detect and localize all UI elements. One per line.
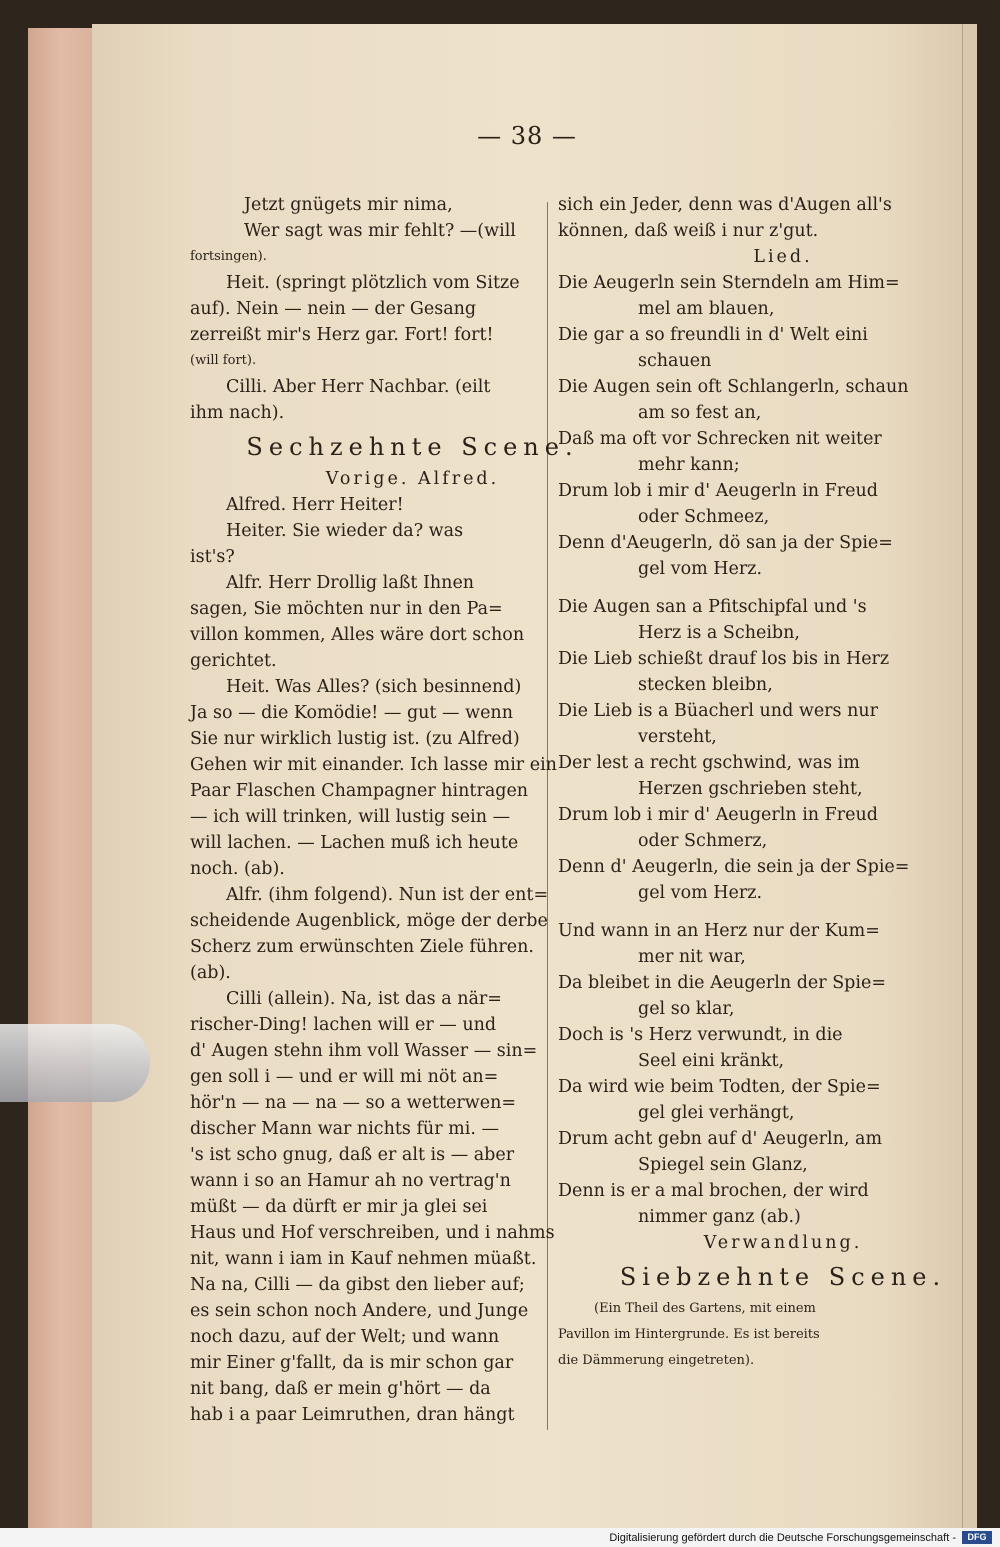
page-clip — [0, 1024, 150, 1102]
text-line: rischer-Ding! lachen will er — und — [190, 1015, 497, 1035]
stanza-gap — [558, 906, 1000, 918]
verse-line: gel vom Herz. — [638, 559, 763, 579]
verse-line: oder Schmeez, — [638, 507, 770, 527]
verse-line: Drum lob i mir d' Aeugerln in Freud — [558, 481, 878, 501]
verse-line: gel glei verhängt, — [638, 1103, 795, 1123]
transformation-heading: Verwandlung. — [703, 1233, 863, 1253]
book-page — [92, 24, 962, 1532]
verse-line: stecken bleibn, — [638, 675, 773, 695]
text-line: auf). Nein — nein — der Gesang — [190, 299, 477, 319]
verse-line: mer nit war, — [638, 947, 746, 967]
verse-line: Die Aeugerln sein Sterndeln am Him= — [558, 273, 900, 293]
text-line: Haus und Hof verschreiben, und i nahms — [190, 1223, 555, 1243]
text-line: Scherz zum erwünschten Ziele führen. — [190, 937, 534, 957]
speaker-line: Cilli. Aber Herr Nachbar. (eilt — [226, 377, 491, 397]
verse-line: Da wird wie beim Todten, der Spie= — [558, 1077, 881, 1097]
speaker-line: Alfr. Herr Drollig laßt Ihnen — [226, 573, 475, 593]
verse-line: mehr kann; — [638, 455, 740, 475]
verse-line: gel vom Herz. — [638, 883, 763, 903]
stage-direction: (Ein Theil des Gartens, mit einem — [594, 1301, 816, 1316]
verse-line: nimmer ganz (ab.) — [638, 1207, 801, 1227]
verse-line: Herzen gschrieben steht, — [638, 779, 863, 799]
verse-line: am so fest an, — [638, 403, 762, 423]
next-page-edge — [962, 24, 977, 1532]
text-line: — ich will trinken, will lustig sein — — [190, 807, 511, 827]
song-heading: Lied. — [753, 247, 813, 267]
text-line: Gehen wir mit einander. Ich lasse mir ein — [190, 755, 557, 775]
verse-line: schauen — [638, 351, 712, 371]
right-column — [558, 192, 1000, 1374]
text-line: hab i a paar Leimruthen, dran hängt — [190, 1405, 515, 1425]
verse-line: Denn d' Aeugerln, die sein ja der Spie= — [558, 857, 910, 877]
text-line: wann i so an Hamur ah no vertrag'n — [190, 1171, 511, 1191]
verse-line: Denn is er a mal brochen, der wird — [558, 1181, 869, 1201]
text-line: 's ist scho gnug, daß er alt is — aber — [190, 1145, 515, 1165]
verse-line: Der lest a recht gschwind, was im — [558, 753, 860, 773]
verse-line: Seel eini kränkt, — [638, 1051, 785, 1071]
speaker-line: Alfr. (ihm folgend). Nun ist der ent= — [226, 885, 549, 905]
text-line: Na na, Cilli — da gibst den lieber auf; — [190, 1275, 525, 1295]
verse-line: Doch is 's Herz verwundt, in die — [558, 1025, 843, 1045]
text-line: sich ein Jeder, denn was d'Augen all's — [558, 195, 892, 215]
stage-direction: die Dämmerung eingetreten). — [558, 1353, 755, 1368]
scene-heading: Siebzehnte Scene. — [619, 1263, 947, 1291]
speaker-line: Cilli (allein). Na, ist das a när= — [226, 989, 502, 1009]
verse-line: Daß ma oft vor Schrecken nit weiter — [558, 429, 882, 449]
verse-line: oder Schmerz, — [638, 831, 768, 851]
text-line: nit bang, daß er mein g'hört — da — [190, 1379, 491, 1399]
verse-line: Spiegel sein Glanz, — [638, 1155, 808, 1175]
text-line: villon kommen, Alles wäre dort schon — [190, 625, 525, 645]
verse-line: Denn d'Aeugerln, dö san ja der Spie= — [558, 533, 893, 553]
text-line: will lachen. — Lachen muß ich heute — [190, 833, 519, 853]
verse-line: Die Augen san a Pfitschipfal und 's — [558, 597, 867, 617]
verse-line: Die Augen sein oft Schlangerln, schaun — [558, 377, 909, 397]
text-line: Paar Flaschen Champagner hintragen — [190, 781, 529, 801]
text-line: Jetzt gnügets mir nima, — [244, 195, 453, 215]
scene-heading: Sechzehnte Scene. — [246, 433, 579, 461]
text-line: müßt — da dürft er mir ja glei sei — [190, 1197, 488, 1217]
verse-line: Und wann in an Herz nur der Kum= — [558, 921, 880, 941]
text-line: zerreißt mir's Herz gar. Fort! fort! — [190, 325, 494, 345]
verse-line: Die Lieb schießt drauf los bis in Herz — [558, 649, 890, 669]
text-line: scheidende Augenblick, möge der derbe — [190, 911, 548, 931]
footer-bar — [0, 1528, 1000, 1547]
page-number: — 38 — — [477, 122, 577, 150]
text-line: sagen, Sie möchten nur in den Pa= — [190, 599, 503, 619]
text-line: es sein schon noch Andere, und Junge — [190, 1301, 529, 1321]
text-line: discher Mann war nichts für mi. — — [190, 1119, 499, 1139]
speaker-line: Alfred. Herr Heiter! — [226, 495, 404, 515]
speaker-line: Heit. Was Alles? (sich besinnend) — [226, 677, 522, 697]
verse-line: gel so klar, — [638, 999, 735, 1019]
verse-line: Drum lob i mir d' Aeugerln in Freud — [558, 805, 878, 825]
stanza-gap — [558, 582, 1000, 594]
text-line: hör'n — na — na — so a wetterwen= — [190, 1093, 517, 1113]
speaker-line: Heit. (springt plötzlich vom Sitze — [226, 273, 520, 293]
character-list: Vorige. Alfred. — [325, 469, 500, 489]
stage-direction: ihm nach). — [190, 403, 285, 423]
stage-direction: fortsingen). — [190, 249, 267, 264]
text-line: ist's? — [190, 547, 235, 567]
verse-line: Die Lieb is a Büacherl und wers nur — [558, 701, 878, 721]
text-line: nit, wann i iam in Kauf nehmen müaßt. — [190, 1249, 537, 1269]
verse-line: Drum acht gebn auf d' Aeugerln, am — [558, 1129, 883, 1149]
text-line: noch dazu, auf der Welt; und wann — [190, 1327, 500, 1347]
text-line: Ja so — die Komödie! — gut — wenn — [190, 703, 513, 723]
stage-direction: Pavillon im Hintergrunde. Es ist bereits — [558, 1327, 820, 1342]
stage-direction: (will fort). — [190, 353, 257, 368]
verse-line: Herz is a Scheibn, — [638, 623, 800, 643]
stage-direction: (ab). — [190, 963, 231, 983]
verse-line: versteht, — [638, 727, 717, 747]
speaker-line: Heiter. Sie wieder da? was — [226, 521, 464, 541]
text-line: d' Augen stehn ihm voll Wasser — sin= — [190, 1041, 538, 1061]
text-line: gen soll i — und er will mi nöt an= — [190, 1067, 499, 1087]
verse-line: mel am blauen, — [638, 299, 775, 319]
text-line: mir Einer g'fallt, da is mir schon gar — [190, 1353, 514, 1373]
funding-credit: Digitalisierung gefördert durch die Deutsche Forschungsgemeinschaft - — [609, 1532, 956, 1544]
text-line: können, daß weiß i nur z'gut. — [558, 221, 819, 241]
verse-line: Da bleibet in die Aeugerln der Spie= — [558, 973, 886, 993]
verse-line: Die gar a so freundli in d' Welt eini — [558, 325, 868, 345]
text-line: Sie nur wirklich lustig ist. (zu Alfred) — [190, 729, 520, 749]
text-line: gerichtet. — [190, 651, 277, 671]
text-line: noch. (ab). — [190, 859, 285, 879]
dfg-logo: DFG — [962, 1531, 992, 1544]
text-line: Wer sagt was mir fehlt? —(will — [244, 221, 516, 241]
